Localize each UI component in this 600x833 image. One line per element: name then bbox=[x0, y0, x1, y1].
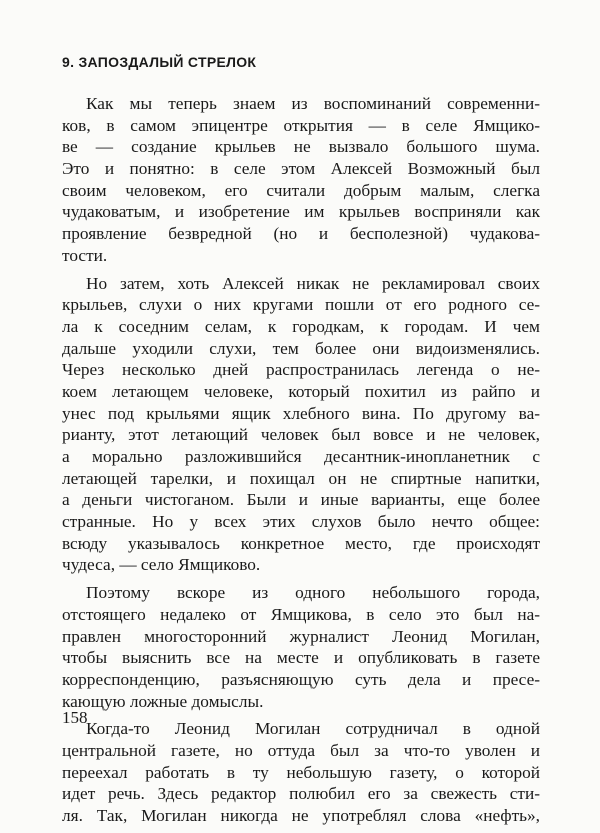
text-line: проявление безвредной (но и бесполезной) чудакова- bbox=[62, 224, 540, 244]
text-line: переехал работать в ту небольшую газету, о которой bbox=[62, 762, 540, 782]
text-line: кающую ложные домыслы. bbox=[62, 691, 264, 711]
text-line: корреспонденцию, разъясняющую суть дела и пресе- bbox=[62, 669, 540, 689]
paragraph bbox=[62, 718, 540, 826]
text-line: а морально разложившийся десантник-инопланетник с bbox=[62, 447, 540, 466]
text-line: Когда-то Леонид Могилан сотрудничал в одной bbox=[86, 719, 540, 739]
text-line: ве — создание крыльев не вызвало большого шума. bbox=[62, 137, 540, 157]
text-line: чтобы выяснить все на месте и опубликовать в газете bbox=[62, 648, 540, 668]
text-line: чудаковатым, и изобретение им крыльев восприняли как bbox=[62, 202, 540, 222]
body-text bbox=[62, 93, 540, 827]
text-line: Это и понятно: в селе этом Алексей Возможный был bbox=[62, 159, 540, 179]
text-line: унес под крыльями ящик хлебного вина. По другому ва- bbox=[62, 403, 540, 423]
paragraph bbox=[62, 582, 540, 712]
text-line: отстоящего недалеко от Ямщикова, в село это был на- bbox=[62, 604, 540, 624]
text-line: ля. Так, Могилан никогда не употреблял слова «нефть», bbox=[62, 806, 540, 825]
text-line: ла к соседним селам, к городкам, к городам. И чем bbox=[62, 316, 540, 336]
text-line: крыльев, слухи о них кругами пошли от его родного се- bbox=[62, 295, 540, 315]
text-line: коем летающем человеке, который похитил из райпо и bbox=[62, 381, 540, 401]
text-line: правлен многосторонний журналист Леонид Могилан, bbox=[62, 626, 540, 646]
text-line: Через несколько дней распространилась легенда о не- bbox=[62, 360, 540, 380]
paragraph bbox=[62, 273, 540, 577]
text-line: Но затем, хоть Алексей никак не рекламировал своих bbox=[86, 273, 540, 293]
book-page bbox=[62, 54, 540, 833]
page-number: 158 bbox=[62, 708, 88, 727]
text-line: Поэтому вскоре из одного небольшого города, bbox=[86, 583, 540, 603]
text-line: ков, в самом эпицентре открытия — в селе Ямщико- bbox=[62, 115, 540, 135]
text-line: Как мы теперь знаем из воспоминаний современни- bbox=[86, 94, 540, 113]
text-line: всюду указывалось конкретное место, где происходят bbox=[62, 533, 540, 553]
text-line: своим человеком, его считали добрым малым, слегка bbox=[62, 180, 540, 200]
chapter-title: 9. ЗАПОЗДАЛЫЙ СТРЕЛОК bbox=[62, 54, 257, 70]
text-line: центральной газете, но оттуда был за что-то уволен и bbox=[62, 740, 540, 760]
text-line: дальше уходили слухи, тем более они видоизменялись. bbox=[62, 338, 540, 358]
text-line: летающей тарелки, и похищал он не спиртные напитки, bbox=[62, 468, 540, 488]
text-line: идет речь. Здесь редактор полюбил его за свежесть сти- bbox=[62, 784, 540, 804]
text-line: тости. bbox=[62, 245, 108, 265]
text-line: рианту, этот летающий человек был вовсе и не человек, bbox=[62, 425, 540, 445]
text-line: странные. Но у всех этих слухов было нечто общее: bbox=[62, 512, 540, 532]
paragraph bbox=[62, 93, 540, 267]
text-line: чудеса, — село Ямщиково. bbox=[62, 555, 261, 575]
text-line: а деньги чистоганом. Были и иные варианты, еще более bbox=[62, 490, 540, 510]
